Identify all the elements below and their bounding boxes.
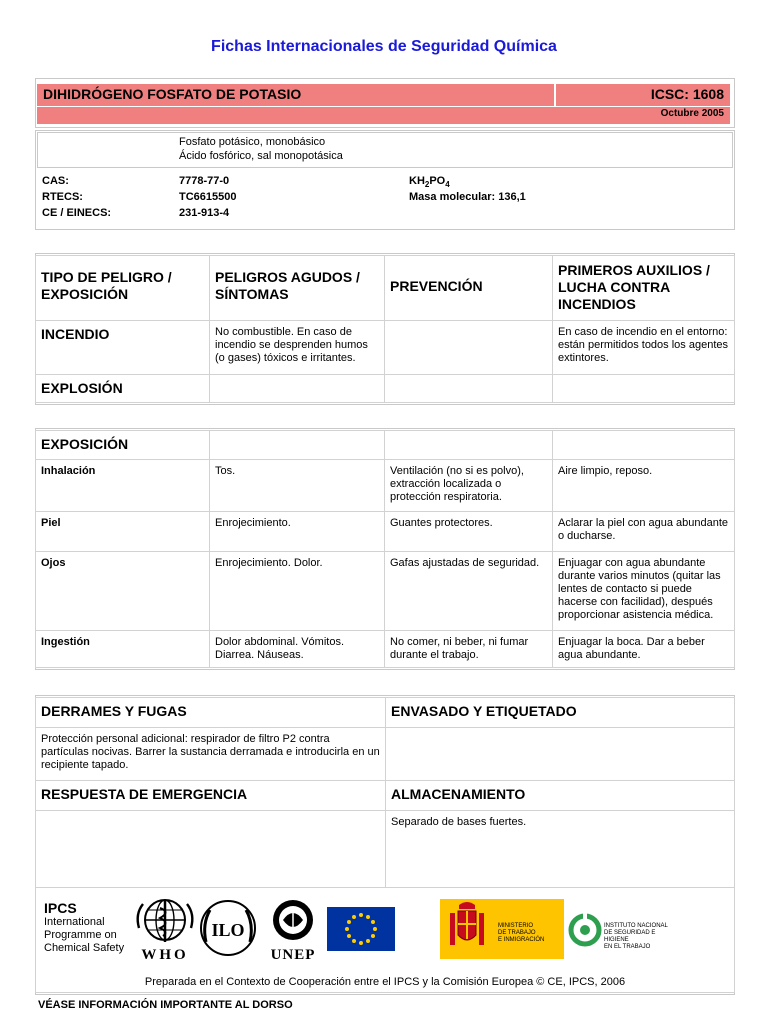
eyes-prevention: Gafas ajustadas de seguridad. [384,551,553,631]
icsc-number: ICSC: 1608 [556,84,730,106]
revision-date: Octubre 2005 [37,107,730,124]
rtecs-value: TC6615500 [179,191,237,203]
exposure-header-empty [209,430,385,460]
fire-hazard-text: No combustible. En caso de incendio se desprenden humos (o gases) tóxicos e irritantes. [209,320,385,375]
ingestion-symptoms: Dolor abdominal. Vómitos. Diarrea. Náuseas. [209,630,385,668]
inhalation-aid: Aire limpio, reposo. [552,459,735,512]
insht-line: EN EL TRABAJO [604,944,651,950]
exposure-label-ingestion: Ingestión [35,630,210,668]
insht-text [604,923,678,951]
unep-logo [261,898,325,963]
ministry-line: E INMIGRACIÓN [498,937,545,943]
explosion-prevention-text [384,374,553,403]
ipcs-line: International [44,916,105,928]
chemical-name: DIHIDRÓGENO FOSFATO DE POTASIO [37,84,554,106]
spills-text: Protección personal adicional: respirador de filtro P2 contra partículas nocivas. Barrer la sustancia derramada e introducirla en un recipiente tapado. [35,727,386,781]
important-notice: VÉASE INFORMACIÓN IMPORTANTE AL DORSO [38,999,293,1011]
skin-aid: Aclarar la piel con agua abundante o ducharse. [552,511,735,552]
fire-aid-text: En caso de incendio en el entorno: están permitidos todos los agentes extintores. [552,320,735,375]
who-logo [133,898,197,963]
emergency-text [35,810,386,888]
rtecs-label: RTECS: [42,191,83,203]
packaging-title: ENVASADO Y ETIQUETADO [385,697,735,728]
ipcs-logo [44,900,124,955]
credits-text: Preparada en el Contexto de Cooperación entre el IPCS y la Comisión Europea © CE, IPCS, 2006 [144,976,626,988]
skin-symptoms: Enrojecimiento. [209,511,385,552]
storage-text: Separado de bases fuertes. [385,810,735,888]
eyes-aid: Enjuagar con agua abundante durante varios minutos (quitar las lentes de contacto si puede hacerse con facilidad), después proporcionar asistencia médica. [552,551,735,631]
col-header-hazards: PELIGROS AGUDOS / SÍNTOMAS [209,255,385,321]
cas-label: CAS: [42,175,69,187]
synonyms-box [37,132,733,168]
formula-part: PO [429,175,446,187]
emergency-title: RESPUESTA DE EMERGENCIA [35,780,386,811]
insht-emblem-icon [568,913,602,947]
spain-coat-of-arms-icon [444,899,490,959]
insht-logo [566,899,678,959]
exposure-title: EXPOSICIÓN [35,430,210,460]
formula-part: KH [409,175,425,187]
col-header-first-aid: PRIMEROS AUXILIOS / LUCHA CONTRA INCENDIOS [552,255,735,321]
ingestion-aid: Enjuagar la boca. Dar a beber agua abundante. [552,630,735,668]
chemical-formula [409,175,450,189]
row-label-fire: INCENDIO [35,320,210,375]
eu-flag-logo [327,907,395,951]
synonym-1: Fosfato potásico, monobásico [179,136,326,148]
ce-label: CE / EINECS: [42,207,112,219]
packaging-text [385,727,735,781]
ingestion-prevention: No comer, ni beber, ni fumar durante el trabajo. [384,630,553,668]
molecular-mass: Masa molecular: 136,1 [409,191,526,203]
ipcs-line: Programme on [44,929,117,941]
who-label: WHO [141,947,189,963]
ministry-logo [440,899,564,959]
formula-sub: 2 [424,180,430,190]
ipcs-line: Chemical Safety [44,942,125,954]
inhalation-symptoms: Tos. [209,459,385,512]
who-emblem-icon [133,898,197,944]
ministry-text [498,923,544,944]
row-label-explosion: EXPLOSIÓN [35,374,210,403]
exposure-label-inhalation: Inhalación [35,459,210,512]
exposure-label-eyes: Ojos [35,551,210,631]
page-title: Fichas Internacionales de Seguridad Química [211,38,557,55]
synonym-2: Ácido fosfórico, sal monopotásica [179,150,343,162]
ilo-logo [198,898,258,960]
ministry-line: MINISTERIO [498,923,534,929]
skin-prevention: Guantes protectores. [384,511,553,552]
ilo-label: ILO [211,920,245,940]
ipcs-title: IPCS [44,900,77,916]
eyes-symptoms: Enrojecimiento. Dolor. [209,551,385,631]
col-header-type: TIPO DE PELIGRO / EXPOSICIÓN [35,255,210,321]
insht-line: DE SEGURIDAD E HIGIENE [604,930,656,943]
ilo-emblem-icon [198,898,258,958]
ministry-line: DE TRABAJO [498,930,536,936]
formula-sub: 4 [445,180,450,190]
insht-line: INSTITUTO NACIONAL [604,923,668,929]
fire-prevention-text [384,320,553,375]
spills-title: DERRAMES Y FUGAS [35,697,386,728]
storage-title: ALMACENAMIENTO [385,780,735,811]
inhalation-prevention: Ventilación (no si es polvo), extracción localizada o protección respiratoria. [384,459,553,512]
exposure-label-skin: Piel [35,511,210,552]
col-header-prevention: PREVENCIÓN [384,255,553,321]
eu-flag-icon [327,907,395,951]
unep-emblem-icon [261,898,325,942]
exposure-header-empty [552,430,735,460]
exposure-header-empty [384,430,553,460]
explosion-aid-text [552,374,735,403]
ce-value: 231-913-4 [179,207,230,219]
cas-value: 7778-77-0 [179,175,230,187]
unep-label: UNEP [270,947,316,963]
explosion-hazard-text [209,374,385,403]
